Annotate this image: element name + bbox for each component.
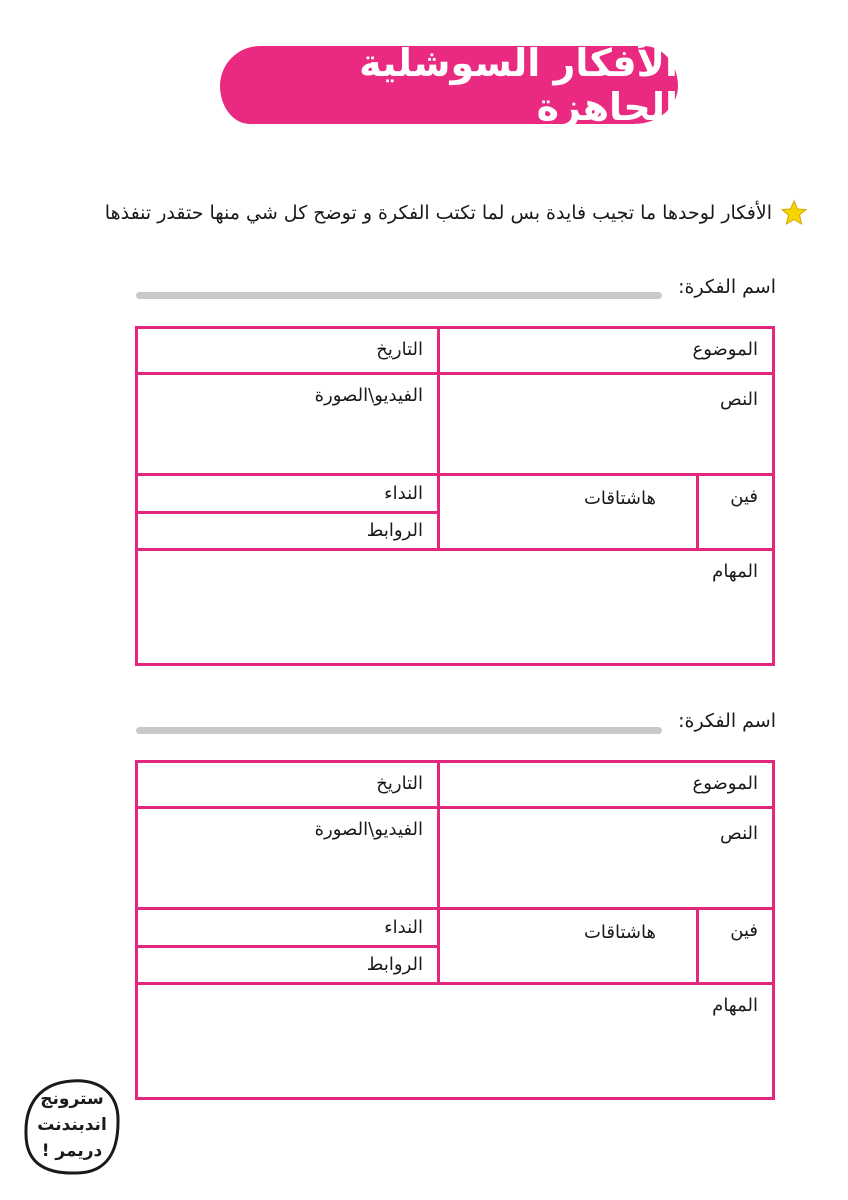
idea-card-1 — [135, 326, 775, 666]
tasks-cell[interactable]: المهام — [712, 561, 758, 582]
idea-name-line-2[interactable] — [136, 727, 662, 734]
cta-cell[interactable]: النداء — [384, 483, 423, 504]
media-cell[interactable]: الفيديو\الصورة — [314, 819, 423, 840]
idea-name-label-2: اسم الفكرة: — [678, 710, 776, 732]
hashtags-cell[interactable]: هاشتاقات — [583, 922, 656, 943]
idea-name-line-1[interactable] — [136, 292, 662, 299]
date-cell[interactable]: التاريخ — [376, 339, 423, 360]
brand-line-3: دريمر ! — [41, 1141, 103, 1161]
tasks-cell[interactable]: المهام — [712, 995, 758, 1016]
brand-line-2: اندبندنت — [37, 1115, 107, 1135]
star-icon — [780, 199, 808, 227]
where-cell[interactable]: فين — [730, 920, 758, 941]
idea-card-2 — [135, 760, 775, 1100]
instruction-row — [48, 195, 808, 231]
where-cell[interactable]: فين — [730, 486, 758, 507]
media-cell[interactable]: الفيديو\الصورة — [314, 385, 423, 406]
topic-cell[interactable]: الموضوع — [692, 773, 758, 794]
text-cell[interactable]: النص — [720, 389, 758, 410]
idea-name-label-1: اسم الفكرة: — [678, 276, 776, 298]
cta-cell[interactable]: النداء — [384, 917, 423, 938]
text-cell[interactable]: النص — [720, 823, 758, 844]
topic-cell[interactable]: الموضوع — [692, 339, 758, 360]
brand-logo — [22, 1086, 122, 1164]
links-cell[interactable]: الروابط — [366, 954, 423, 975]
instruction-text: الأفكار لوحدها ما تجيب فايدة بس لما تكتب الفكرة و توضح كل شي منها حتقدر تنفذها — [104, 202, 772, 224]
page-title: الأفكار السوشلية الجاهزة — [359, 41, 678, 129]
brand-line-1: سترونج — [40, 1089, 104, 1109]
title-banner — [220, 41, 678, 129]
date-cell[interactable]: التاريخ — [376, 773, 423, 794]
links-cell[interactable]: الروابط — [366, 520, 423, 541]
hashtags-cell[interactable]: هاشتاقات — [583, 488, 656, 509]
